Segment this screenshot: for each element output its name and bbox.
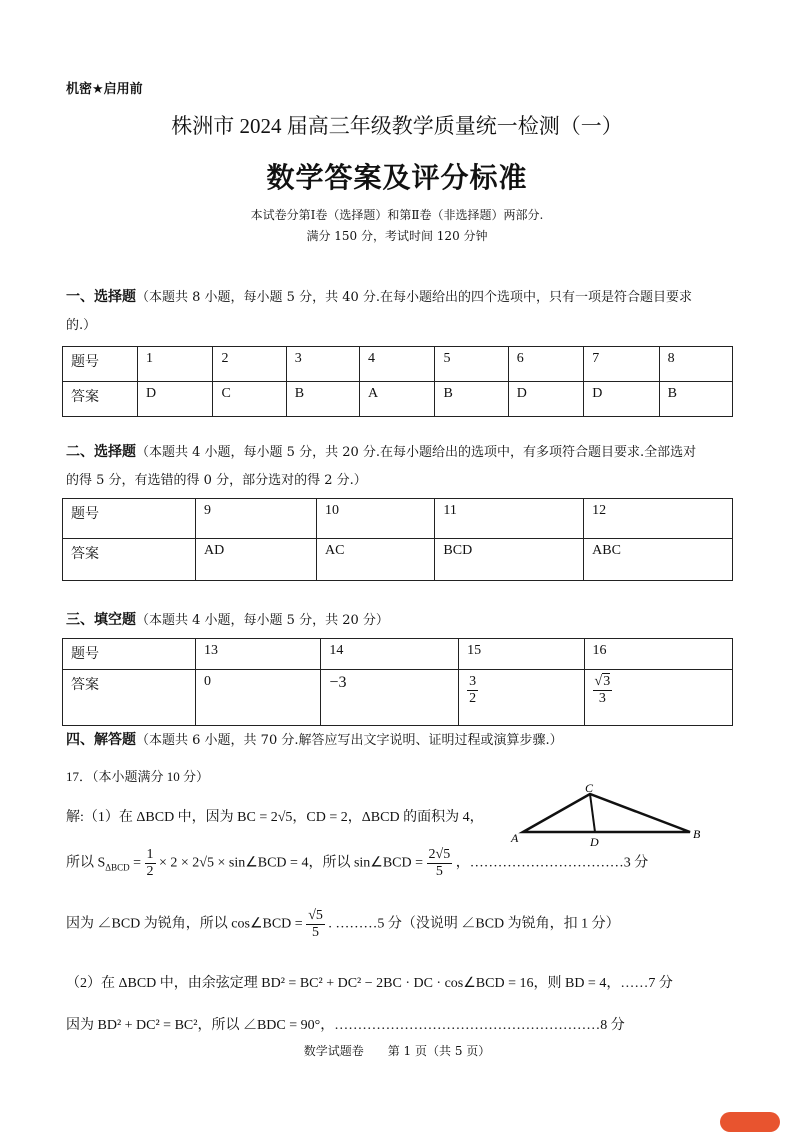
answer-cell: BCD bbox=[435, 539, 584, 581]
fraction-denominator: 2 bbox=[146, 864, 154, 879]
fraction-numerator: 2√5 bbox=[428, 847, 451, 862]
question-number: 10 bbox=[316, 499, 434, 539]
table-row bbox=[63, 639, 733, 670]
section2-desc: （本题共 4 小题，每小题 5 分，共 20 分.在每小题给出的选项中，有多项符合题目要求.全部选对 bbox=[136, 445, 697, 460]
question-number: 14 bbox=[321, 639, 459, 670]
question-number: 13 bbox=[196, 639, 321, 670]
section1-heading bbox=[66, 283, 736, 340]
solution-line-4: （2）在 ΔBCD 中，由余弦定理 BD² = BC² + DC² − 2BC · DC · cos∠BCD = 16，则 BD = 4，……7 分 bbox=[66, 976, 673, 991]
fraction-denominator: 5 bbox=[435, 864, 443, 879]
question-number: 12 bbox=[584, 499, 733, 539]
answer-cell: D bbox=[508, 382, 583, 417]
document-title: 数学答案及评分标准 bbox=[266, 161, 528, 194]
answer-cell: B bbox=[659, 382, 732, 417]
fraction bbox=[306, 908, 325, 941]
question-number: 11 bbox=[435, 499, 584, 539]
segment-cd bbox=[590, 794, 595, 832]
answer-cell: 0 bbox=[196, 670, 321, 726]
intro-line-2: 满分 150 分，考试时间 120 分钟 bbox=[306, 229, 488, 243]
text-segment: × 2 × 2√5 × sin∠BCD = 4，所以 sin∠BCD = bbox=[159, 855, 424, 871]
question-number: 1 bbox=[138, 347, 213, 382]
label-c: C bbox=[585, 782, 594, 795]
answer-cell: B bbox=[286, 382, 359, 417]
section3-heading bbox=[66, 606, 736, 635]
label-d: D bbox=[590, 835, 599, 849]
answer-cell bbox=[459, 670, 584, 726]
radicand: 3 bbox=[603, 674, 611, 689]
row-label: 答案 bbox=[63, 382, 138, 417]
row-label: 题号 bbox=[63, 499, 196, 539]
intro-line-1: 本试卷分第Ⅰ卷（选择题）和第Ⅱ卷（非选择题）两部分. bbox=[250, 208, 544, 222]
answer-cell: −3 bbox=[321, 670, 459, 726]
text-segment: 因为 ∠BCD 为锐角，所以 cos∠BCD = bbox=[66, 916, 303, 932]
section1-desc-cont: 的.） bbox=[66, 318, 97, 333]
question-number: 15 bbox=[459, 639, 584, 670]
exam-title: 株洲市 2024 届高三年级教学质量统一检测（一） bbox=[171, 114, 623, 138]
answer-cell: ABC bbox=[584, 539, 733, 581]
section1-answer-table bbox=[62, 346, 733, 417]
table-row bbox=[63, 347, 733, 382]
answer-cell bbox=[584, 670, 732, 726]
section4-desc: （本题共 6 小题，共 70 分.解答应写出文字说明、证明过程或演算步骤.） bbox=[136, 733, 563, 748]
fraction-numerator: √3 bbox=[594, 674, 611, 689]
row-label: 题号 bbox=[63, 639, 196, 670]
answer-cell: AC bbox=[316, 539, 434, 581]
text-segment: . ………5 分（没说明 ∠BCD 为锐角，扣 1 分） bbox=[328, 916, 620, 932]
solution-line-3 bbox=[66, 908, 620, 941]
fraction bbox=[427, 847, 453, 880]
table-row bbox=[63, 670, 733, 726]
section3-answer-table bbox=[62, 638, 733, 726]
row-label: 答案 bbox=[63, 539, 196, 581]
fraction-denominator: 5 bbox=[312, 925, 320, 940]
problem17-heading: 17．（本小题满分 10 分） bbox=[66, 769, 210, 784]
table-row bbox=[63, 539, 733, 581]
answer-cell: AD bbox=[196, 539, 317, 581]
question-number: 6 bbox=[508, 347, 583, 382]
question-number: 8 bbox=[659, 347, 732, 382]
fraction bbox=[145, 847, 156, 880]
answer-cell: D bbox=[584, 382, 659, 417]
label-a: A bbox=[511, 831, 519, 845]
solution-line-2 bbox=[66, 847, 648, 880]
text-segment: 所以 S bbox=[66, 855, 106, 871]
subscript: ΔBCD bbox=[105, 862, 130, 873]
label-b: B bbox=[693, 827, 701, 841]
section4-title: 四、解答题 bbox=[66, 732, 136, 748]
solution-line-1: 解:（1）在 ΔBCD 中，因为 BC = 2√5，CD = 2，ΔBCD 的面积为 4， bbox=[66, 810, 484, 825]
question-number: 5 bbox=[435, 347, 508, 382]
solution-line-5: 因为 BD² + DC² = BC²，所以 ∠BDC = 90°，…………………………………………………8 分 bbox=[66, 1018, 625, 1033]
text-segment: = bbox=[133, 855, 141, 871]
triangle-abc bbox=[523, 794, 690, 832]
fraction-numerator: 3 bbox=[469, 674, 477, 689]
section3-title: 三、填空题 bbox=[66, 612, 136, 628]
section2-desc-cont: 的得 5 分，有选错的得 0 分，部分选对的得 2 分.） bbox=[66, 473, 367, 488]
row-label: 答案 bbox=[63, 670, 196, 726]
section1-desc: （本题共 8 小题，每小题 5 分，共 40 分.在每小题给出的四个选项中，只有一项是符合题目要求 bbox=[136, 290, 693, 305]
question-number: 7 bbox=[584, 347, 659, 382]
section2-answer-table bbox=[62, 498, 733, 581]
question-number: 3 bbox=[286, 347, 359, 382]
page-footer: 数学试题卷 第 1 页（共 5 页） bbox=[303, 1044, 491, 1058]
question-number: 2 bbox=[213, 347, 286, 382]
question-number: 9 bbox=[196, 499, 317, 539]
section1-title: 一、选择题 bbox=[66, 289, 136, 305]
row-label: 题号 bbox=[63, 347, 138, 382]
fraction bbox=[593, 674, 613, 707]
text-segment: ，……………………………3 分 bbox=[455, 855, 649, 871]
section3-desc: （本题共 4 小题，每小题 5 分，共 20 分） bbox=[136, 613, 389, 628]
answer-cell: B bbox=[435, 382, 508, 417]
answer-cell: C bbox=[213, 382, 286, 417]
fraction-numerator: 1 bbox=[146, 847, 154, 862]
section2-heading bbox=[66, 438, 736, 495]
fraction bbox=[467, 674, 478, 707]
question-number: 16 bbox=[584, 639, 732, 670]
fraction-numerator: √5 bbox=[308, 908, 323, 923]
table-row bbox=[63, 382, 733, 417]
answer-cell: A bbox=[360, 382, 435, 417]
floating-badge[interactable] bbox=[720, 1112, 780, 1132]
fraction-denominator: 3 bbox=[598, 691, 606, 706]
answer-cell: D bbox=[138, 382, 213, 417]
section2-title: 二、选择题 bbox=[66, 444, 136, 460]
section4-heading bbox=[66, 726, 756, 755]
question-number: 4 bbox=[360, 347, 435, 382]
fraction-denominator: 2 bbox=[469, 691, 477, 706]
triangle-figure bbox=[505, 782, 715, 852]
table-row bbox=[63, 499, 733, 539]
confidential-label: 机密★启用前 bbox=[66, 82, 143, 97]
